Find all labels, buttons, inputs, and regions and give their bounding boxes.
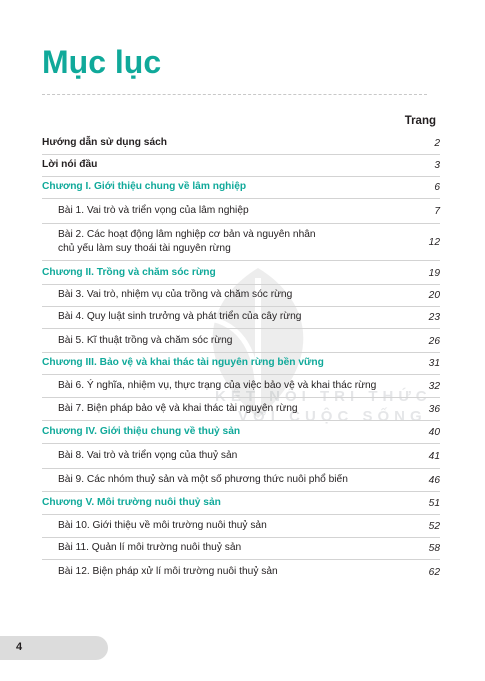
toc-entry-page: 51 bbox=[428, 497, 440, 509]
toc-lesson-row[interactable] bbox=[42, 560, 440, 584]
toc-entry-label: Bài 3. Vai trò, nhiệm vụ của trồng và chăm sóc rừng bbox=[58, 289, 293, 300]
toc-lesson-row[interactable] bbox=[42, 444, 440, 469]
toc-lesson-row[interactable] bbox=[42, 330, 440, 353]
watermark-line-1: KẾT NỐI TRI THỨC bbox=[215, 388, 432, 405]
toc-lesson-row[interactable] bbox=[42, 398, 440, 421]
toc-entry-label: Chương IV. Giới thiệu chung về thuỷ sản bbox=[42, 426, 241, 437]
toc-entry-label: Bài 1. Vai trò và triển vọng của lâm nghiệp bbox=[58, 205, 249, 216]
toc-entry-page: 31 bbox=[428, 357, 440, 369]
toc-entry-page: 19 bbox=[428, 267, 440, 279]
toc-entry-page: 23 bbox=[428, 311, 440, 323]
page-title: Mục lục bbox=[42, 44, 162, 80]
toc-entry-label: Bài 2. Các hoạt động lâm nghiệp cơ bản và nguyên nhân chủ yếu làm suy thoái tài nguyên rừng bbox=[58, 229, 316, 254]
toc-chapter-row[interactable] bbox=[42, 262, 440, 285]
toc-entry-page: 12 bbox=[428, 236, 440, 248]
toc-entry-page: 62 bbox=[428, 566, 440, 578]
toc-entry-page: 6 bbox=[434, 181, 440, 193]
toc-lesson-row[interactable] bbox=[42, 199, 440, 224]
toc-entry-page: 7 bbox=[434, 205, 440, 217]
toc-entry-row[interactable] bbox=[42, 132, 440, 155]
toc-lesson-row[interactable] bbox=[42, 515, 440, 538]
toc-entry-page: 52 bbox=[428, 520, 440, 532]
toc-entry-label: Hướng dẫn sử dụng sách bbox=[42, 137, 168, 148]
toc-entry-page: 58 bbox=[428, 542, 440, 554]
toc-entry-page: 41 bbox=[428, 450, 440, 462]
toc-chapter-row[interactable] bbox=[42, 352, 440, 375]
toc-entry-label: Lời nói đầu bbox=[42, 159, 98, 170]
toc-chapter-row[interactable] bbox=[42, 176, 440, 199]
toc-entry-label: Bài 7. Biện pháp bảo vệ và khai thác tài nguyên rừng bbox=[58, 403, 298, 414]
toc-entry-label: Chương V. Môi trường nuôi thuỷ sản bbox=[42, 497, 221, 508]
toc-entry-label: Bài 6. Ý nghĩa, nhiệm vụ, thực trạng của việc bảo vệ và khai thác rừng bbox=[58, 380, 377, 391]
toc-entry-label: Bài 8. Vai trò và triển vọng của thuỷ sản bbox=[58, 450, 238, 461]
toc-lesson-row[interactable] bbox=[42, 375, 440, 398]
toc-entry-page: 20 bbox=[428, 289, 440, 301]
page-number: 4 bbox=[16, 641, 23, 653]
toc-entry-page: 2 bbox=[434, 137, 440, 149]
toc-lesson-row[interactable] bbox=[42, 284, 440, 307]
page-column-header: Trang bbox=[404, 115, 436, 127]
toc-entry-label: Bài 9. Các nhóm thuỷ sản và một số phương thức nuôi phổ biến bbox=[58, 474, 348, 485]
toc-entry-label: Chương I. Giới thiệu chung về lâm nghiệp bbox=[42, 181, 247, 192]
toc-lesson-row[interactable] bbox=[42, 469, 440, 492]
toc-entry-label: Chương II. Trồng và chăm sóc rừng bbox=[42, 267, 216, 278]
toc-entry-label: Bài 5. Kĩ thuật trồng và chăm sóc rừng bbox=[58, 335, 233, 346]
toc-entry-page: 40 bbox=[428, 426, 440, 438]
toc-entry-label: Bài 12. Biện pháp xử lí môi trường nuôi thuỷ sản bbox=[58, 566, 278, 577]
toc-entry-page: 3 bbox=[434, 159, 440, 171]
toc-entry-page: 26 bbox=[428, 335, 440, 347]
watermark-line-2: VỚI CUỘC SỐNG bbox=[238, 408, 427, 425]
toc-entry-row[interactable] bbox=[42, 154, 440, 177]
toc-entry-page: 32 bbox=[428, 380, 440, 392]
toc-chapter-row[interactable] bbox=[42, 421, 440, 444]
title-divider bbox=[42, 94, 427, 95]
toc-lesson-row[interactable] bbox=[42, 224, 440, 261]
toc-lesson-row[interactable] bbox=[42, 537, 440, 560]
toc-chapter-row[interactable] bbox=[42, 492, 440, 515]
toc-entry-label: Chương III. Bảo vệ và khai thác tài nguyên rừng bền vững bbox=[42, 357, 324, 368]
toc-entry-page: 36 bbox=[428, 403, 440, 415]
toc-entry-label: Bài 11. Quản lí môi trường nuôi thuỷ sản bbox=[58, 542, 242, 553]
toc-entry-label: Bài 10. Giới thiệu về môi trường nuôi thuỷ sản bbox=[58, 520, 267, 531]
toc-entry-page: 46 bbox=[428, 474, 440, 486]
toc-entry-label: Bài 4. Quy luật sinh trưởng và phát triển của cây rừng bbox=[58, 311, 302, 322]
toc-lesson-row[interactable] bbox=[42, 306, 440, 329]
